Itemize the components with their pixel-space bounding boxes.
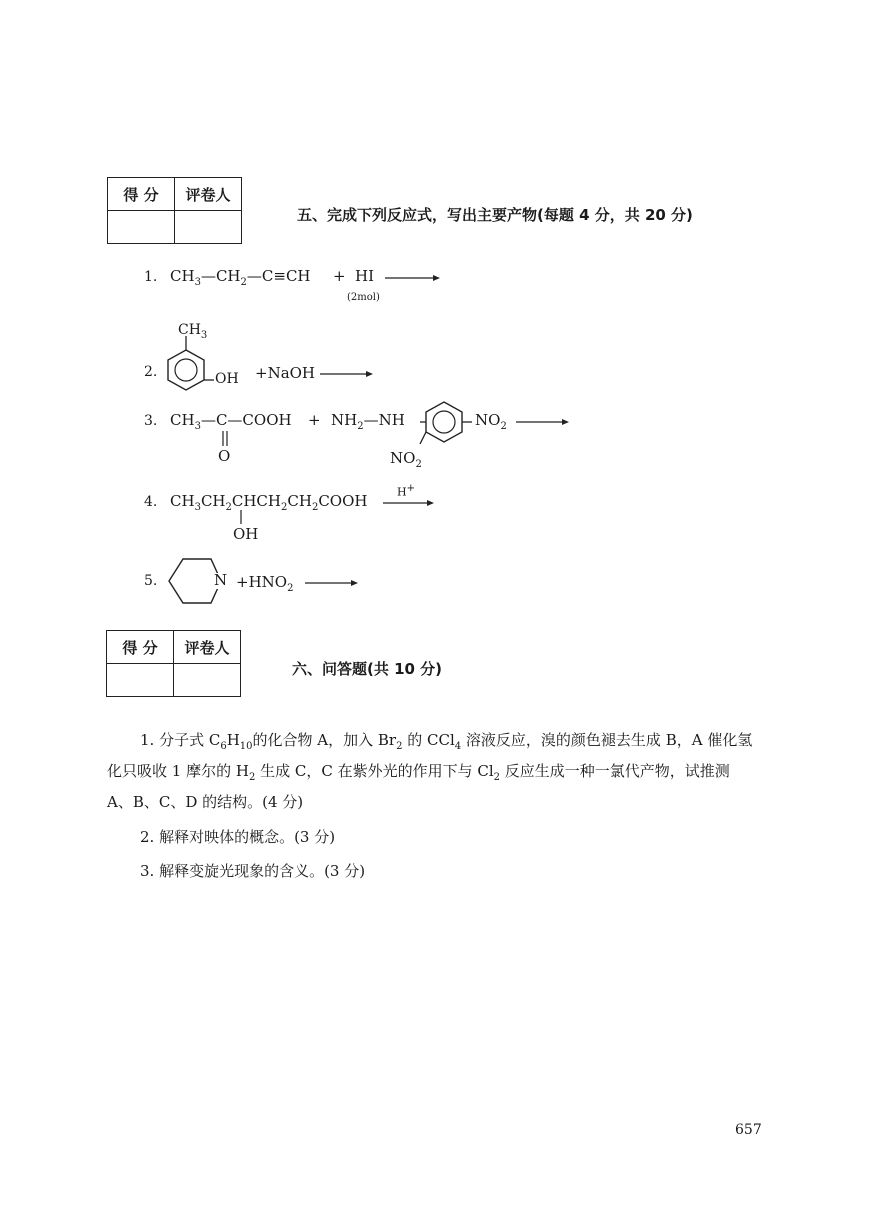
r5-reagent	[236, 573, 293, 594]
reaction-3-acid	[170, 411, 292, 432]
q1-s1: 6	[220, 741, 227, 752]
r4-plus: +	[406, 483, 415, 494]
question-1-line-1	[140, 729, 752, 752]
r4-b: CH	[200, 492, 226, 510]
score-cell	[107, 664, 174, 697]
grader-header: 评卷人	[174, 631, 241, 664]
bond: —	[246, 267, 262, 285]
reaction-3-number: 3.	[144, 413, 158, 429]
score-table-5	[107, 177, 242, 244]
benzene-ring-r3	[420, 398, 475, 453]
r3-no-b: NO	[390, 449, 416, 467]
r1-c: C	[261, 267, 274, 285]
section-5-title: 五、完成下列反应式，写出主要产物(每题 4 分，共 20 分)	[297, 206, 693, 224]
q1-t5: 溶液反应，溴的颜色褪去生成 B，A 催化氢	[461, 731, 753, 749]
r4-d: CH	[287, 492, 312, 510]
page-number: 657	[735, 1122, 762, 1138]
bond: —	[227, 411, 243, 429]
r3-hydrazine	[331, 411, 405, 432]
r1-condition: (2mol)	[347, 292, 380, 303]
q1-t3: 的化合物 A，加入 Br	[252, 731, 397, 749]
r1-sub2: 2	[240, 277, 247, 288]
r2-oh: OH	[215, 371, 239, 387]
r3-c: C	[215, 411, 228, 429]
question-2: 2. 解释对映体的概念。(3 分)	[140, 828, 336, 846]
r3-nitro-ortho	[390, 449, 422, 470]
reaction-4-formula	[170, 492, 367, 513]
triple-bond: ≡	[273, 267, 286, 285]
reaction-1-arrow	[385, 273, 440, 283]
q1-s5: 2	[248, 772, 256, 783]
q1-s6: 2	[493, 772, 500, 783]
r3-sub2: 2	[357, 421, 364, 432]
r5-sub: 2	[287, 583, 294, 594]
reaction-4-number: 4.	[144, 494, 158, 510]
grader-cell	[174, 664, 241, 697]
q1-t2: H	[226, 731, 240, 749]
q1-t6: 化只吸收 1 摩尔的 H	[107, 762, 249, 780]
q1-s2: 10	[239, 741, 253, 752]
r1-ch2: CH	[215, 267, 241, 285]
reaction-1-number: 1.	[144, 269, 158, 285]
r3-ch3: CH	[170, 411, 195, 429]
bond: —	[200, 267, 216, 285]
r3-nitro-para	[475, 411, 507, 432]
bond: —	[363, 411, 379, 429]
r3-oxygen: O	[218, 447, 231, 465]
r1-sub3: 3	[194, 277, 201, 288]
q1-t7: 生成 C，C 在紫外光的作用下与 Cl	[255, 762, 494, 780]
r4-s4: 2	[311, 502, 319, 513]
reaction-5-number: 5.	[144, 573, 158, 589]
r4-c: CHCH	[231, 492, 281, 510]
r2-methyl	[178, 322, 207, 341]
r4-condition	[397, 483, 415, 499]
r3-nh: NH	[378, 411, 405, 429]
r1-ch: CH	[285, 267, 311, 285]
r4-oh-bond	[239, 510, 243, 524]
r3-cooh: COOH	[242, 411, 292, 429]
reaction-5-arrow	[305, 578, 360, 588]
r2-ch: CH	[178, 322, 201, 338]
r4-s2: 2	[225, 502, 232, 513]
section-6-title: 六、问答题(共 10 分)	[292, 660, 443, 678]
r3-sub-a: 2	[500, 421, 507, 432]
reaction-2-number: 2.	[144, 364, 158, 380]
r3-nh2: NH	[331, 411, 358, 429]
r5-nitrogen: N	[214, 571, 228, 589]
r1-reagent: HI	[355, 267, 375, 285]
score-table-6	[106, 630, 241, 697]
score-cell	[108, 211, 175, 244]
benzene-ring-r2	[164, 340, 214, 395]
r4-e: COOH	[318, 492, 368, 510]
r4-s1: 3	[194, 502, 201, 513]
question-1-line-2	[107, 760, 730, 783]
q1-t4: 的 CCl	[402, 731, 455, 749]
question-3: 3. 解释变旋光现象的含义。(3 分)	[140, 862, 366, 880]
r3-sub-b: 2	[415, 459, 422, 470]
r3-sub3: 3	[194, 421, 201, 432]
reaction-3-arrow	[516, 417, 571, 427]
r2-naoh: +NaOH	[255, 364, 316, 382]
r1-plus: +	[333, 267, 346, 285]
r3-carbonyl-bond	[221, 431, 229, 447]
r4-s3: 2	[281, 502, 288, 513]
q1-t1: 1. 分子式 C	[140, 731, 221, 749]
score-header: 得 分	[108, 178, 175, 211]
reaction-1-formula	[170, 267, 311, 288]
r4-oh: OH	[233, 525, 259, 543]
q1-s3: 2	[396, 741, 403, 752]
q1-t8: 反应生成一种一氯代产物，试推测	[500, 762, 730, 780]
r5-hno: +HNO	[236, 573, 288, 591]
r4-h: H	[397, 485, 407, 499]
bond: —	[200, 411, 216, 429]
r2-sub: 3	[200, 329, 208, 341]
r3-no-a: NO	[475, 411, 501, 429]
question-1-line-3: A、B、C、D 的结构。(4 分)	[107, 793, 304, 811]
r1-ch3: CH	[170, 267, 195, 285]
grader-cell	[175, 211, 242, 244]
grader-header: 评卷人	[175, 178, 242, 211]
q1-s4: 4	[454, 741, 462, 752]
r3-plus: +	[308, 411, 321, 429]
r4-a: CH	[170, 492, 195, 510]
reaction-2-arrow	[320, 369, 375, 379]
reaction-4-arrow	[383, 498, 438, 508]
score-header: 得 分	[107, 631, 174, 664]
